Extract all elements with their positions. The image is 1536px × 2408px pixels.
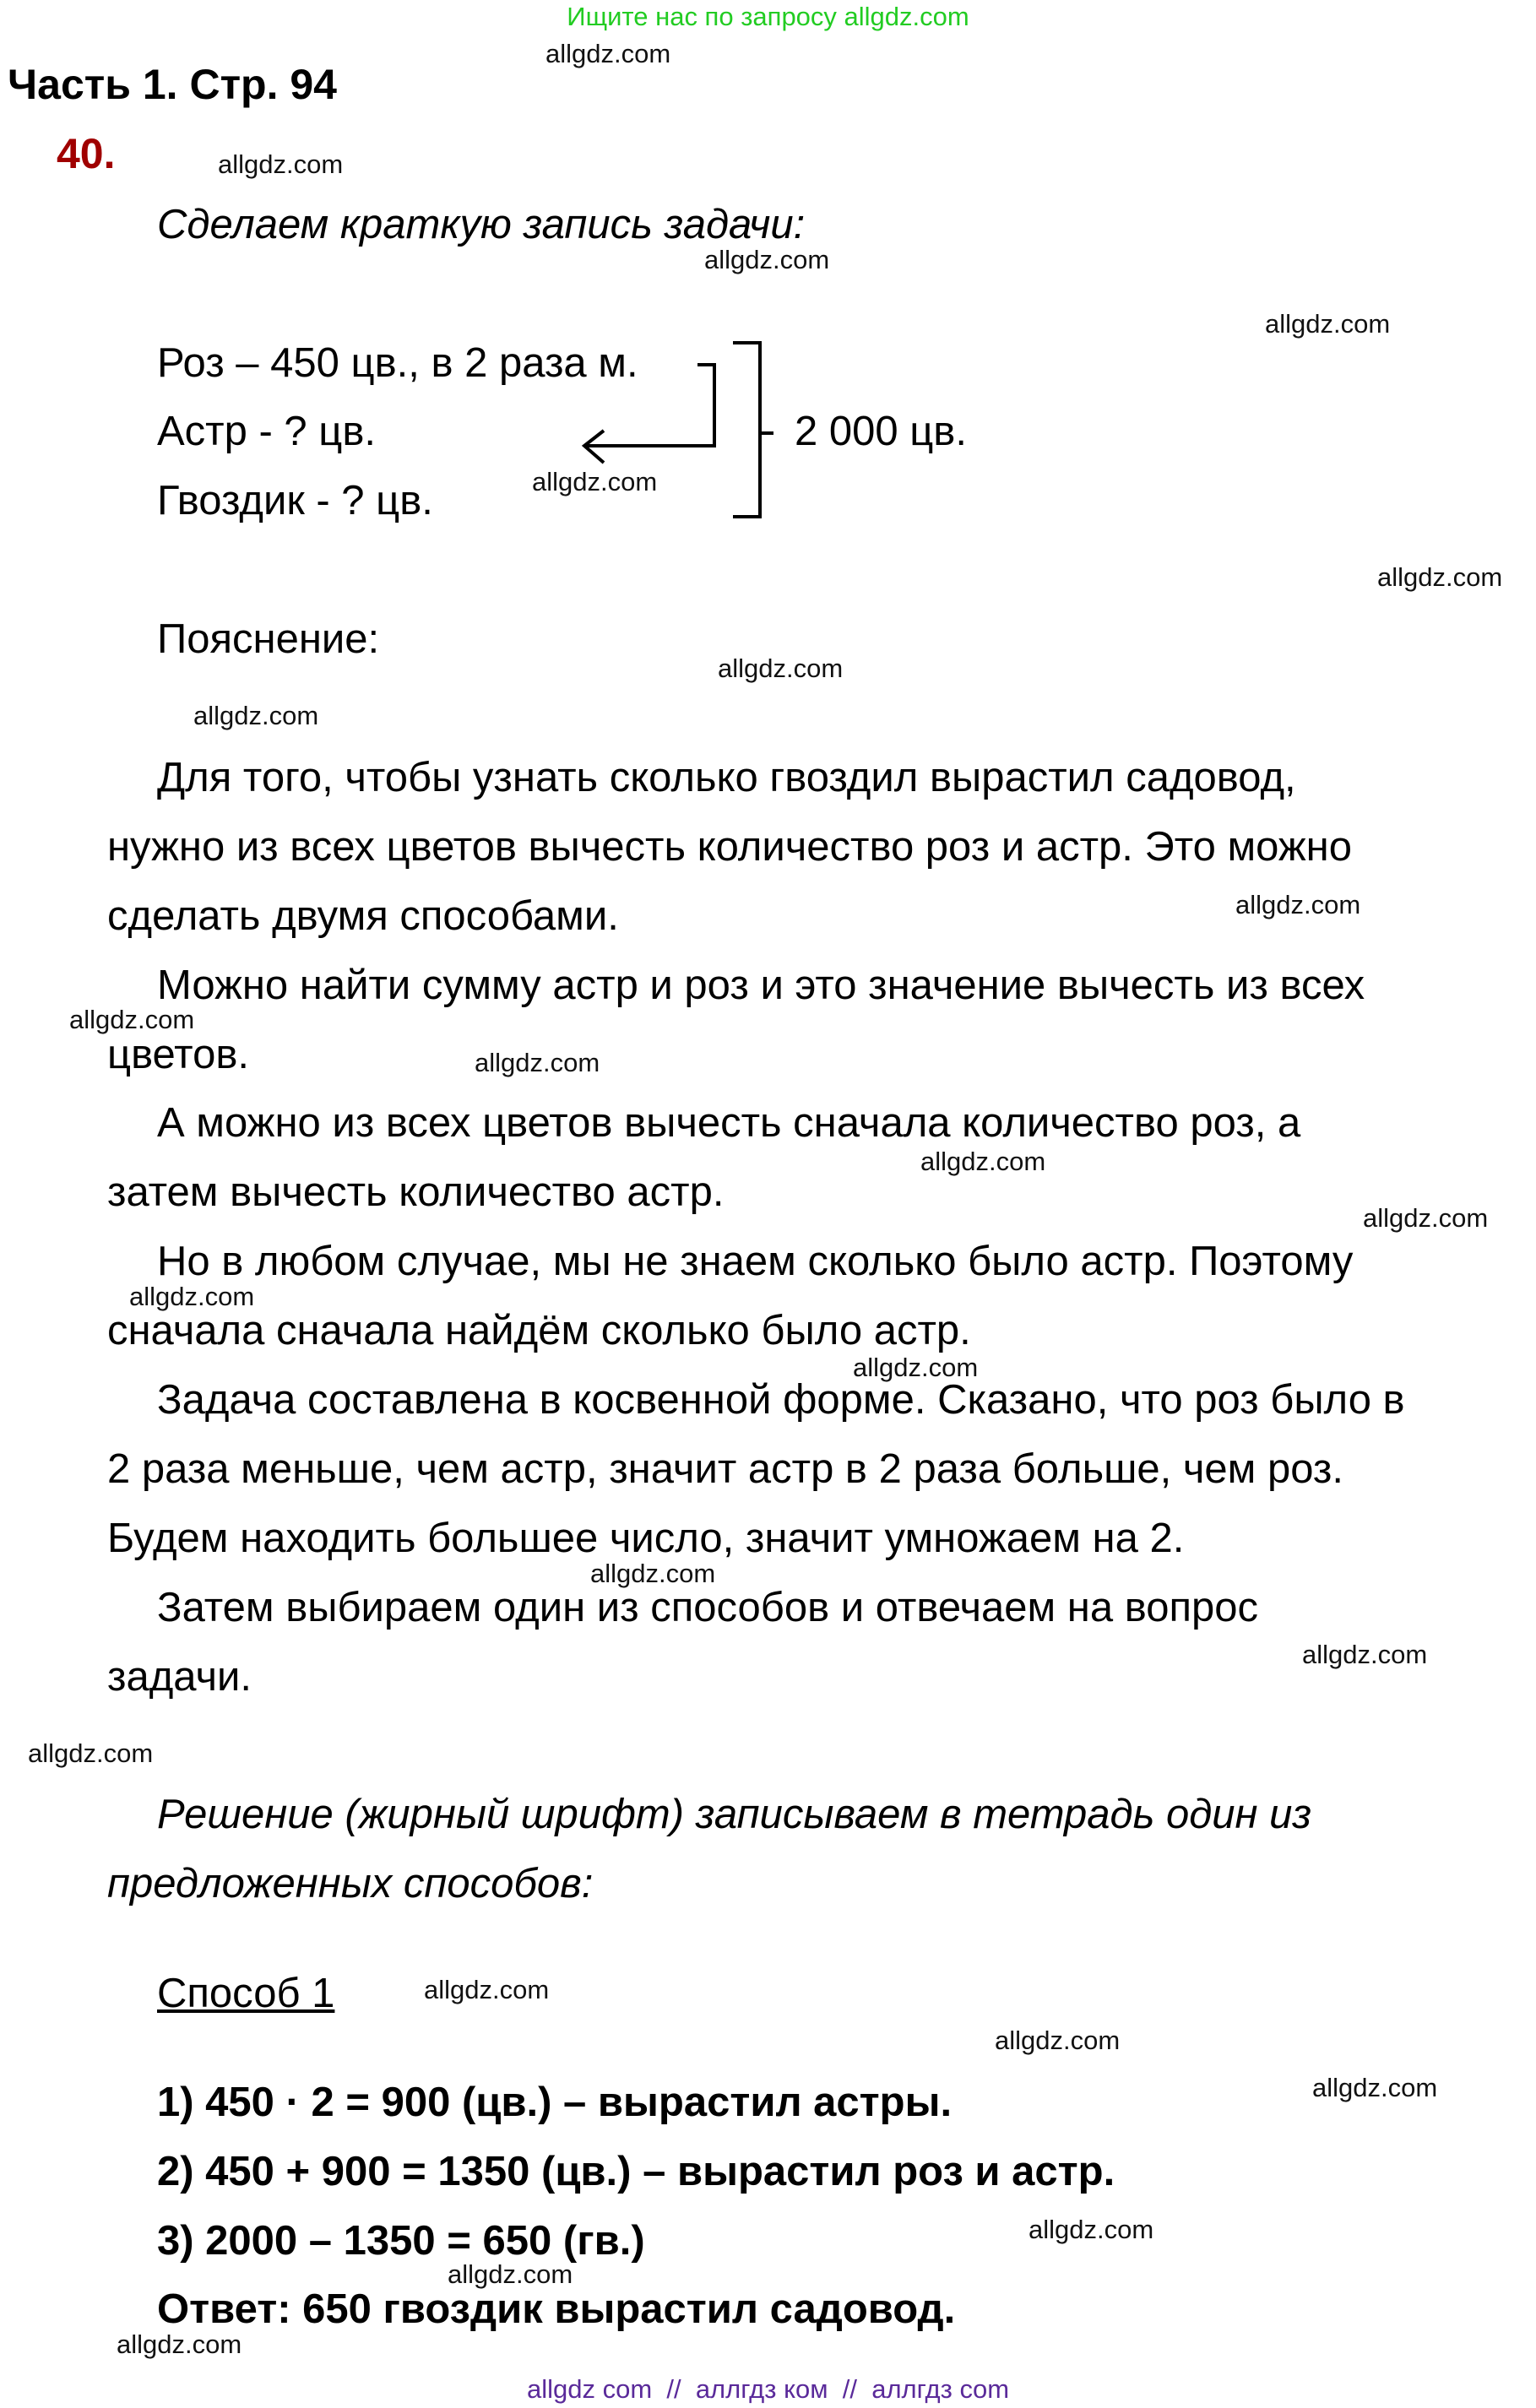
watermark: allgdz.com bbox=[1363, 1203, 1489, 1233]
watermark: allgdz.com bbox=[69, 1005, 195, 1034]
explanation-line: Задача составлена в косвенной форме. Сказано, что роз было в bbox=[157, 1377, 1405, 1423]
watermark: allgdz.com bbox=[117, 2329, 242, 2359]
watermark: allgdz.com bbox=[193, 701, 319, 730]
short-note-line: Астр - ? цв. bbox=[157, 409, 376, 454]
explanation-line: Затем выбираем один из способов и отвечаем на вопрос bbox=[157, 1585, 1259, 1630]
explanation-line: задачи. bbox=[107, 1654, 252, 1700]
solution-step: 2) 450 + 900 = 1350 (цв.) – вырастил роз и астр. bbox=[157, 2149, 1115, 2194]
method-title: Способ 1 bbox=[157, 1971, 335, 2016]
short-note-line: Гвоздик - ? цв. bbox=[157, 478, 433, 523]
explanation-line: Будем находить большее число, значит умножаем на 2. bbox=[107, 1516, 1185, 1561]
watermark: allgdz.com bbox=[1302, 1640, 1428, 1669]
top-banner[interactable]: Ищите нас по запросу allgdz.com bbox=[567, 2, 969, 31]
explanation-line: Для того, чтобы узнать сколько гвоздил вырастил садовод, bbox=[157, 755, 1296, 800]
solution-intro: Решение (жирный шрифт) записываем в тетрадь один из bbox=[157, 1792, 1312, 1837]
relation-arrow bbox=[584, 365, 714, 446]
short-note-diagram bbox=[0, 0, 1536, 591]
watermark: allgdz.com bbox=[1265, 309, 1391, 339]
watermark: allgdz.com bbox=[218, 149, 344, 179]
watermark: allgdz.com bbox=[853, 1353, 979, 1382]
watermark: allgdz.com bbox=[995, 2026, 1121, 2055]
watermark: allgdz.com bbox=[704, 245, 830, 274]
watermark: allgdz.com bbox=[28, 1738, 154, 1768]
watermark: allgdz.com bbox=[1312, 2073, 1438, 2102]
watermark: allgdz.com bbox=[718, 654, 844, 683]
explanation-line: нужно из всех цветов вычесть количество роз и астр. Это можно bbox=[107, 824, 1352, 870]
total-brace bbox=[733, 343, 773, 517]
watermark: allgdz.com bbox=[920, 1147, 1046, 1176]
watermark: allgdz.com bbox=[590, 1559, 716, 1588]
short-note-line: Роз – 450 цв., в 2 раза м. bbox=[157, 340, 638, 386]
explanation-line: Можно найти сумму астр и роз и это значение вычесть из всех bbox=[157, 963, 1365, 1008]
short-note-total: 2 000 цв. bbox=[795, 409, 967, 454]
explanation-line: затем вычесть количество астр. bbox=[107, 1169, 725, 1215]
explanation-heading: Пояснение: bbox=[157, 616, 380, 662]
answer: Ответ: 650 гвоздик вырастил садовод. bbox=[157, 2286, 956, 2332]
solution-step: 1) 450 · 2 = 900 (цв.) – вырастил астры. bbox=[157, 2080, 953, 2125]
watermark: allgdz.com bbox=[424, 1975, 550, 2004]
explanation-line: 2 раза меньше, чем астр, значит астр в 2 раза больше, чем роз. bbox=[107, 1446, 1343, 1492]
explanation-line: А можно из всех цветов вычесть сначала количество роз, а bbox=[157, 1100, 1301, 1146]
watermark: allgdz.com bbox=[129, 1282, 255, 1311]
solution-step: 3) 2000 – 1350 = 650 (гв.) bbox=[157, 2218, 645, 2264]
task-number: 40. bbox=[57, 130, 116, 177]
watermark: allgdz.com bbox=[448, 2259, 573, 2289]
solution-intro: предложенных способов: bbox=[107, 1861, 594, 1906]
watermark: allgdz.com bbox=[1377, 562, 1503, 592]
page-title: Часть 1. Стр. 94 bbox=[8, 61, 337, 108]
explanation-line: цветов. bbox=[107, 1032, 249, 1077]
explanation-line: сделать двумя способами. bbox=[107, 893, 619, 939]
short-note-intro: Сделаем краткую запись задачи: bbox=[157, 202, 806, 247]
explanation-line: сначала сначала найдём сколько было астр. bbox=[107, 1308, 971, 1353]
footer-links[interactable]: allgdz com // аллгдз ком // аллгдз com bbox=[526, 2374, 1010, 2404]
watermark: allgdz.com bbox=[545, 39, 671, 68]
watermark: allgdz.com bbox=[475, 1048, 600, 1077]
watermark: allgdz.com bbox=[1029, 2215, 1154, 2244]
watermark: allgdz.com bbox=[1235, 890, 1361, 919]
explanation-line: Но в любом случае, мы не знаем сколько было астр. Поэтому bbox=[157, 1239, 1354, 1284]
watermark: allgdz.com bbox=[532, 467, 658, 496]
